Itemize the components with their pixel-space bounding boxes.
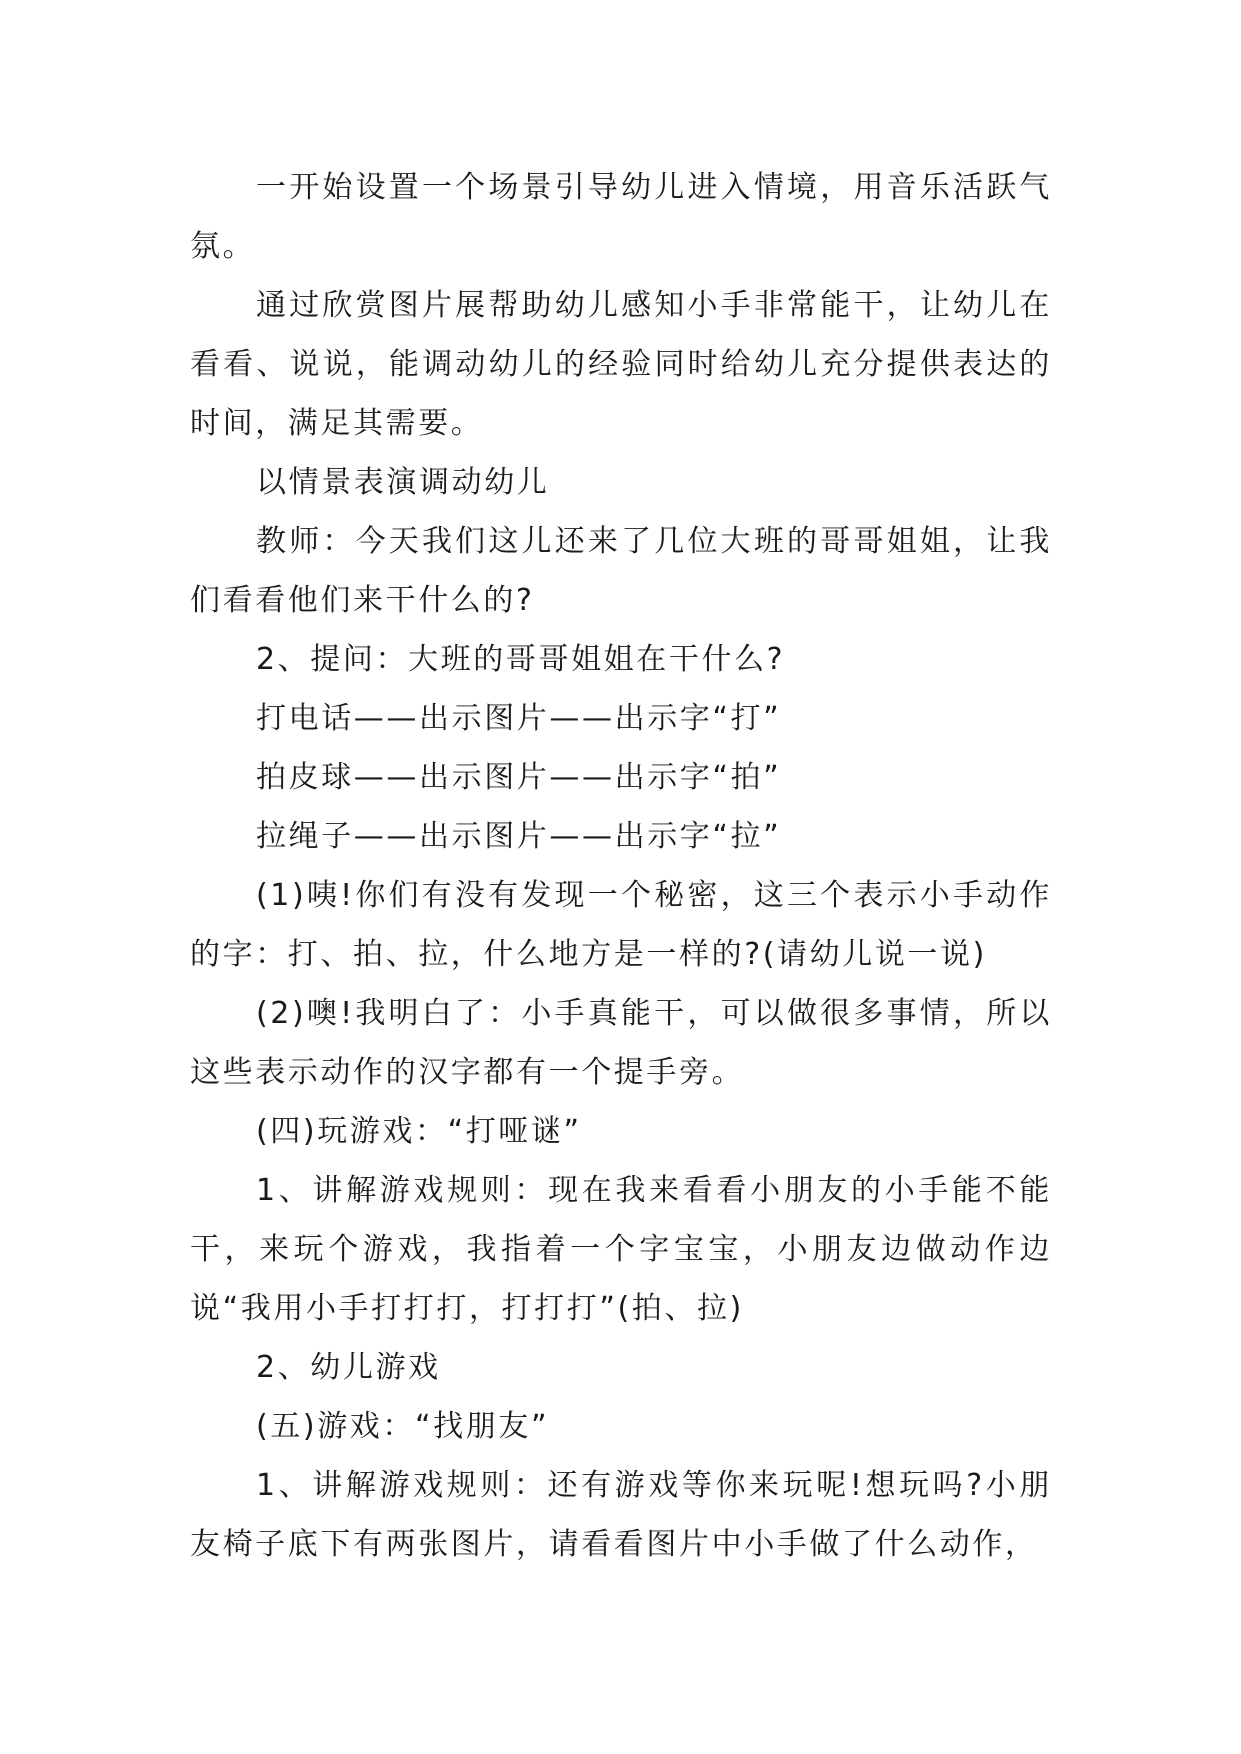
paragraph: (1)咦!你们有没有发现一个秘密，这三个表示小手动作的字：打、拍、拉，什么地方是一样的?(请幼儿说一说): [190, 878, 1052, 972]
paragraph: 1、讲解游戏规则：现在我来看看小朋友的小手能不能干，来玩个游戏，我指着一个字宝宝，小朋友边做动作边说“我用小手打打打，打打打”(拍、拉): [190, 1173, 1052, 1326]
paragraph: 以情景表演调动幼儿: [256, 465, 550, 500]
paragraph: 拉绳子——出示图片——出示字“拉”: [256, 819, 782, 854]
paragraph: 1、讲解游戏规则：还有游戏等你来玩呢!想玩吗?小朋友椅子底下有两张图片，请看看图片中小手做了什么动作，: [190, 1468, 1052, 1562]
document-body: [190, 158, 1052, 1574]
paragraph: 2、提问：大班的哥哥姐姐在干什么?: [256, 642, 786, 677]
paragraph: 打电话——出示图片——出示字“打”: [256, 701, 782, 736]
paragraph: (五)游戏：“找朋友”: [256, 1409, 550, 1444]
paragraph: 一开始设置一个场景引导幼儿进入情境，用音乐活跃气氛。: [190, 170, 1052, 264]
paragraph: 通过欣赏图片展帮助幼儿感知小手非常能干，让幼儿在看看、说说，能调动幼儿的经验同时给幼儿充分提供表达的时间，满足其需要。: [190, 288, 1052, 441]
paragraph: 教师：今天我们这儿还来了几位大班的哥哥姐姐，让我们看看他们来干什么的?: [190, 524, 1052, 618]
paragraph: 拍皮球——出示图片——出示字“拍”: [256, 760, 782, 795]
paragraph: (2)噢!我明白了：小手真能干，可以做很多事情，所以这些表示动作的汉字都有一个提手旁。: [190, 996, 1052, 1090]
paragraph: 2、幼儿游戏: [256, 1350, 441, 1385]
paragraph: (四)玩游戏：“打哑谜”: [256, 1114, 582, 1149]
